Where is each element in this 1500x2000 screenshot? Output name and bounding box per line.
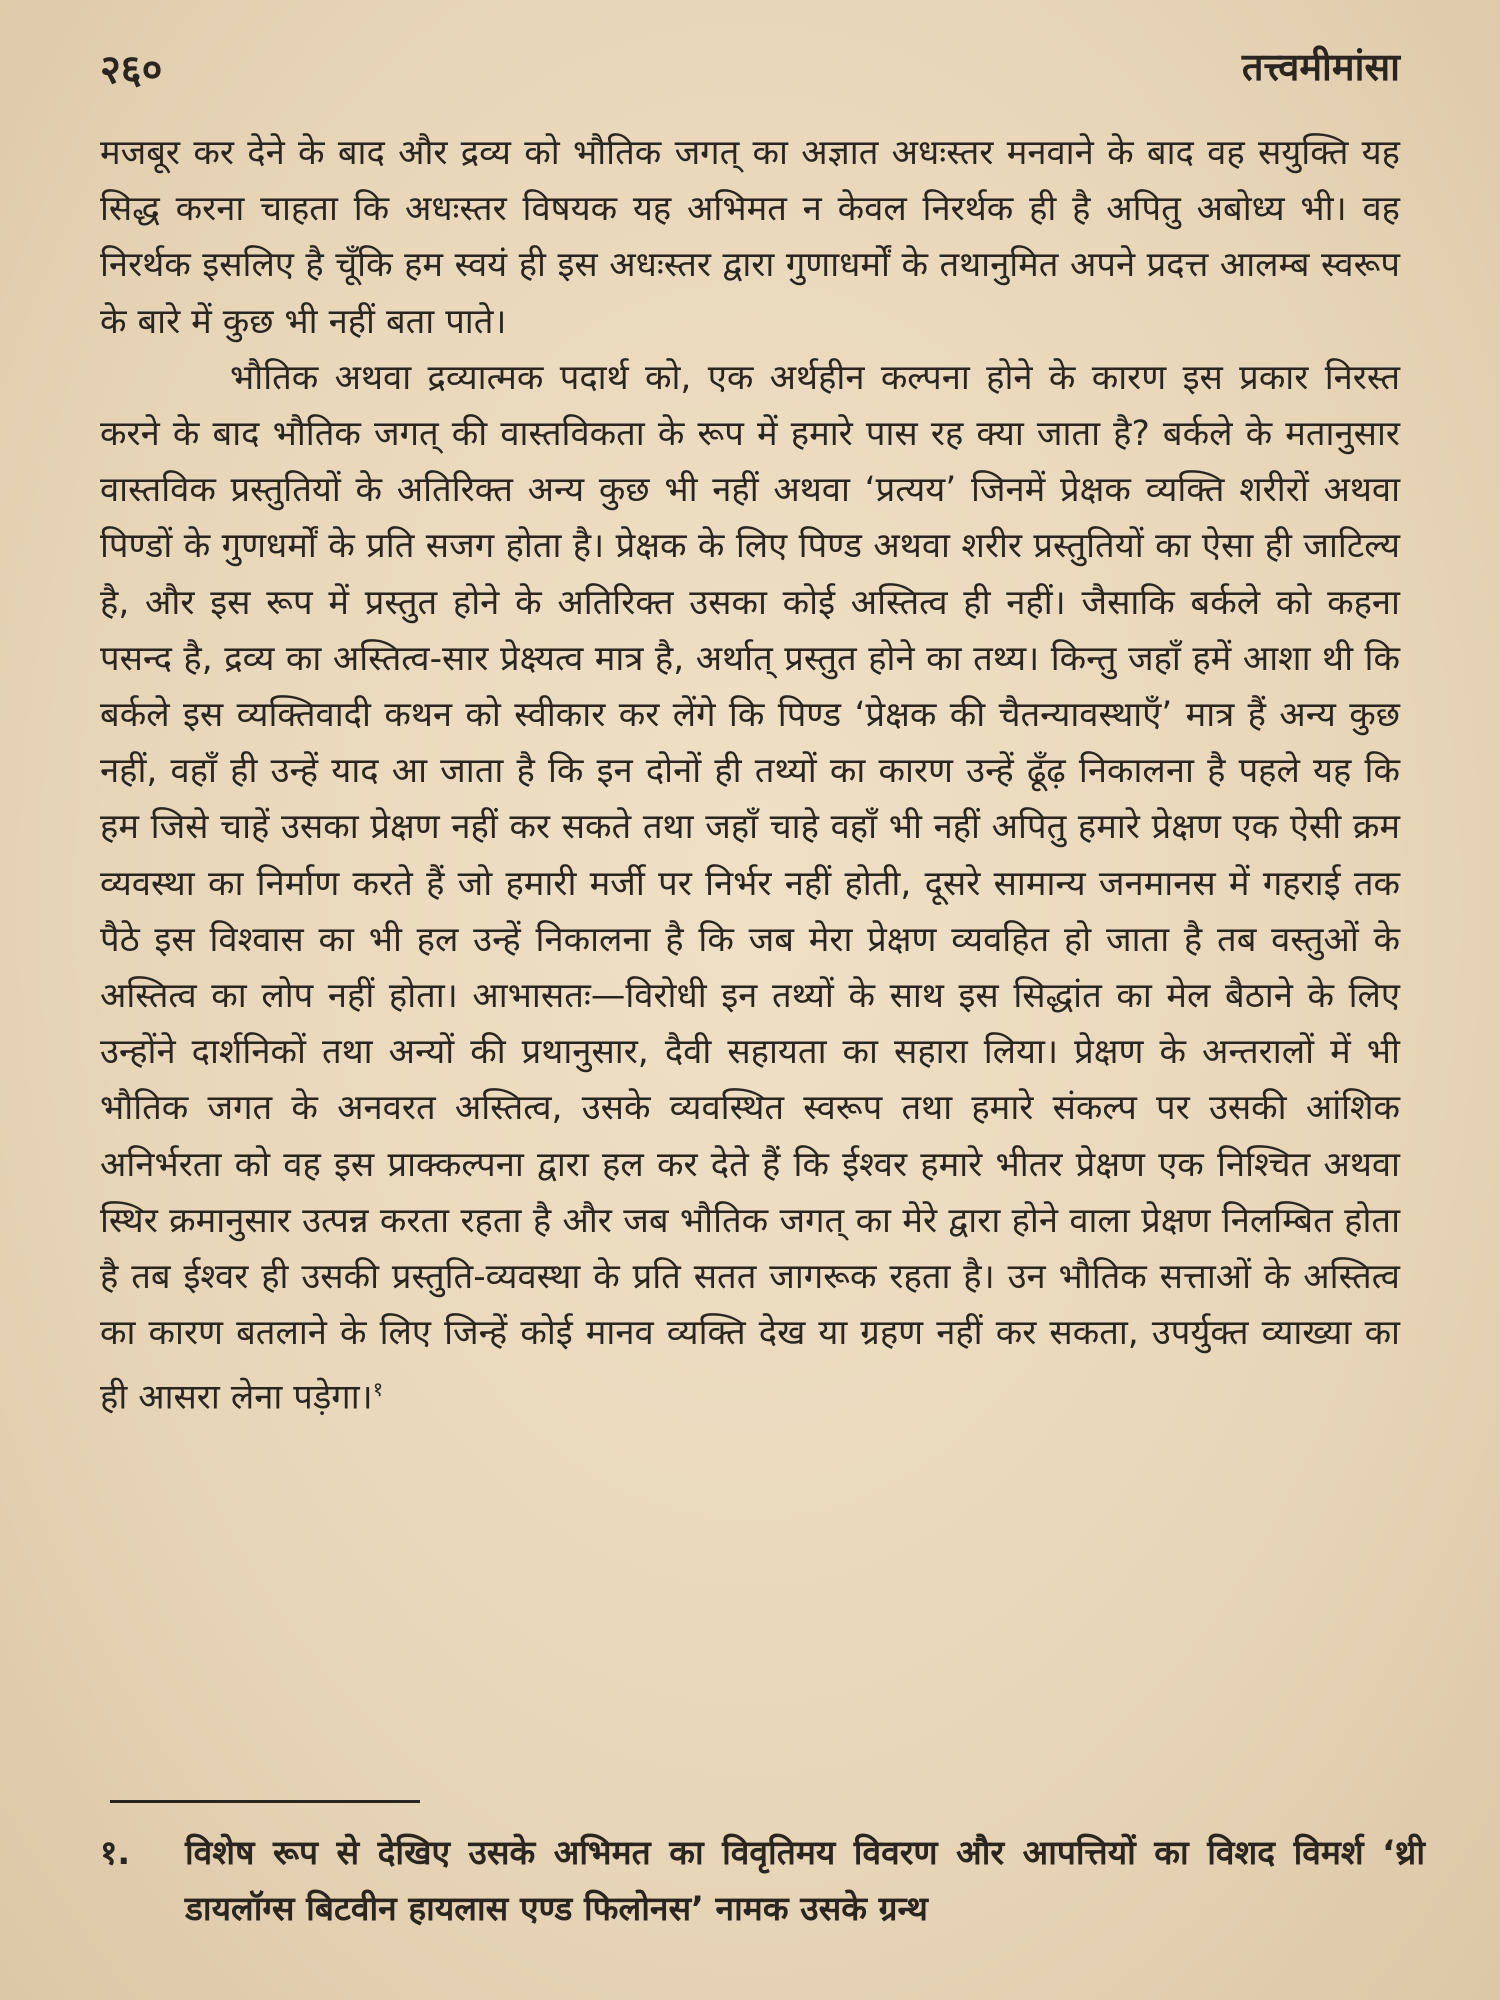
page-number: २६० [100,47,163,93]
body-text [100,125,1400,1426]
footnote-divider [110,1800,420,1803]
footnote [100,1825,1425,1937]
paragraph-2 [100,350,1400,1426]
running-title: तत्त्वमीमांसा [1241,45,1400,89]
paragraph-1: मजबूर कर देने के बाद और द्रव्य को भौतिक जगत् का अज्ञात अधःस्तर मनवाने के बाद वह सयुक्ति यह सिद्ध करना चाहता कि अधःस्तर विषयक यह अभिमत न केवल निरर्थक ही है अपितु अबोध्य भी। वह निरर्थक इसलिए है चूँकि हम स्वयं ही इस अधःस्तर द्वारा गुणाधर्मों के तथानुमित अपने प्रदत्त आलम्ब स्वरूप के बारे में कुछ भी नहीं बता पाते। [100,133,1400,342]
paragraph-2-text: भौतिक अथवा द्रव्यात्मक पदार्थ को, एक अर्थहीन कल्पना होने के कारण इस प्रकार निरस्त करने के बाद भौतिक जगत् की वास्तविकता के रूप में हमारे पास रह क्या जाता है? बर्कले के मतानुसार वास्तविक प्रस्तुतियों के अतिरिक्त अन्य कुछ भी नहीं अथवा ‘प्रत्यय’ जिनमें प्रेक्षक व्यक्ति शरीरों अथवा पिण्डों के गुणधर्मों के प्रति सजग होता है। प्रेक्षक के लिए पिण्ड अथवा शरीर प्रस्तुतियों का ऐसा ही जाटिल्य है, और इस रूप में प्रस्तुत होने के अतिरिक्त उसका कोई अस्तित्व ही नहीं। जैसाकि बर्कले को कहना पसन्द है, द्रव्य का अस्तित्व-सार प्रेक्ष्यत्व मात्र है, अर्थात् प्रस्तुत होने का तथ्य। किन्तु जहाँ हमें आशा थी कि बर्कले इस व्यक्तिवादी कथन को स्वीकार कर लेंगे कि पिण्ड ‘प्रेक्षक की चैतन्यावस्थाएँ’ मात्र हैं अन्य कुछ नहीं, वहाँ ही उन्हें याद आ जाता है कि इन दोनों ही तथ्यों का कारण उन्हें ढूँढ़ निकालना है पहले यह कि हम जिसे चाहें उसका प्रेक्षण नहीं कर सकते तथा जहाँ चाहे वहाँ भी नहीं अपितु हमारे प्रेक्षण एक ऐसी क्रम व्यवस्था का निर्माण करते हैं जो हमारी मर्जी पर निर्भर नहीं होती, दूसरे सामान्य जनमानस में गहराई तक पैठे इस विश्वास का भी हल उन्हें निकालना है कि जब मेरा प्रेक्षण व्यवहित हो जाता है तब वस्तुओं के अस्तित्व का लोप नहीं होता। आभासतः—विरोधी इन तथ्यों के साथ इस सिद्धांत का मेल बैठाने के लिए उन्होंने दार्शनिकों तथा अन्यों की प्रथानुसार, दैवी सहायता का सहारा लिया। प्रेक्षण के अन्तरालों में भी भौतिक जगत के अनवरत अस्तित्व, उसके व्यवस्थित स्वरूप तथा हमारे संकल्प पर उसकी आंशिक अनिर्भरता को वह इस प्राक्कल्पना द्वारा हल कर देते हैं कि ईश्वर हमारे भीतर प्रेक्षण एक निश्चित अथवा स्थिर क्रमानुसार उत्पन्न करता रहता है और जब भौतिक जगत् का मेरे द्वारा होने वाला प्रेक्षण निलम्बित होता है तब ईश्वर ही उसकी प्रस्तुति-व्यवस्था के प्रति सतत जागरूक रहता है। उन भौतिक सत्ताओं के अस्तित्व का कारण बतलाने के लिए जिन्हें कोई मानव व्यक्ति देख या ग्रहण नहीं कर सकता, उपर्युक्त व्याख्या का ही आसरा लेना पड़ेगा। [100,357,1400,1418]
footnote-reference: १ [372,1377,384,1402]
footnote-marker: १. [100,1833,131,1872]
footnote-text: विशेष रूप से देखिए उसके अभिमत का विवृतिमय विवरण और आपत्तियों का विशद विमर्श ‘थ्री डायलॉग्स बिटवीन हायलास एण्ड फिलोनस’ नामक उसके ग्रन्थ [185,1833,1425,1928]
page-header [100,40,1400,100]
